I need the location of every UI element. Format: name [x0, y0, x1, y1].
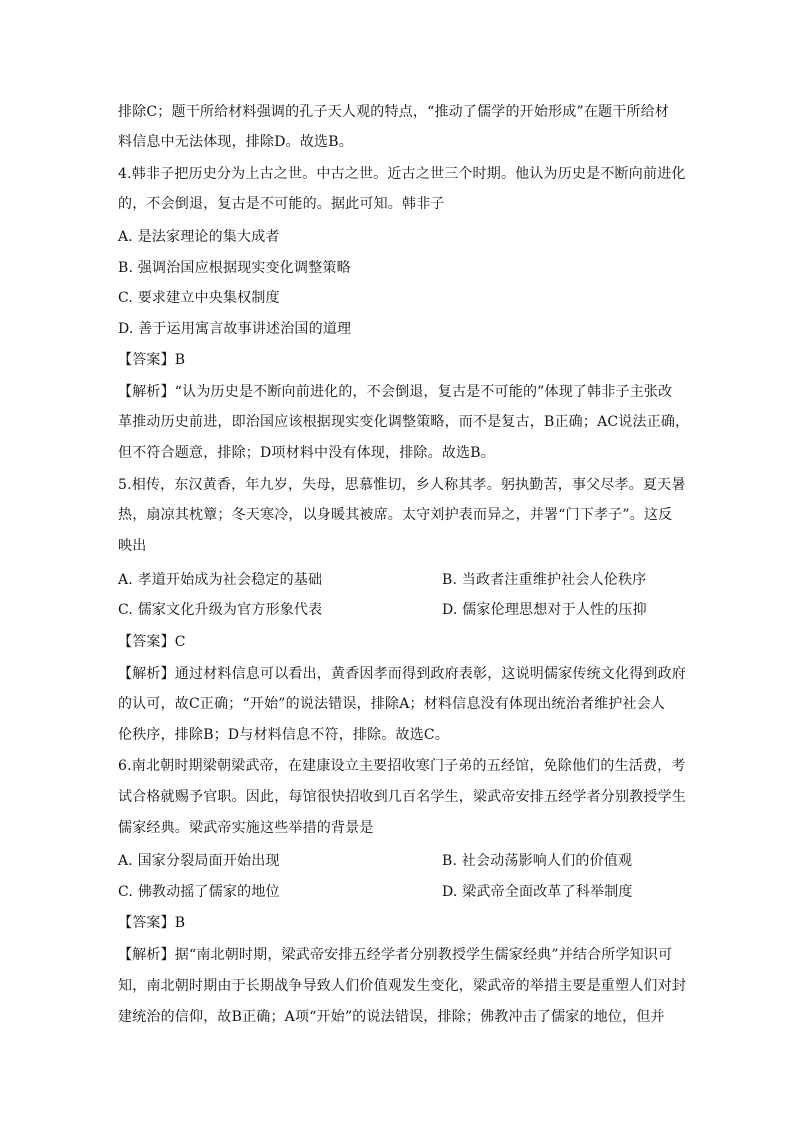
- analysis-text: 【解析】据“南北朝时期，梁武帝安排五经学者分别教授学生儒家经典”并结合所学知识可: [118, 947, 673, 963]
- option-d: D. 善于运用寓言故事讲述治国的道理: [118, 321, 352, 337]
- option-a: A. 是法家理论的集大成者: [118, 229, 280, 245]
- option-c: C. 佛教动摇了儒家的地位: [118, 884, 280, 900]
- option-a: A. 国家分裂局面开始出现: [118, 853, 280, 869]
- text-line: 建统治的信仰，故B正确；A项“开始”的说法错误，排除；佛教冲击了儒家的地位，但并: [118, 1009, 665, 1025]
- text-line: 儒家经典。梁武帝实施这些举措的背景是: [118, 820, 374, 836]
- option-b: B. 当政者注重维护社会人伦秩序: [442, 572, 647, 588]
- answer-label: 【答案】C: [118, 634, 186, 650]
- text-line: 料信息中无法体现，排除D。故选B。: [118, 134, 353, 150]
- text-line: 的，不会倒退，复古是不可能的。据此可知。韩非子: [118, 196, 445, 212]
- text-line: 的认可，故C正确；“开始”的说法错误，排除A；材料信息没有体现出统治者维护社会人: [118, 696, 666, 712]
- question-6-stem: 6.南北朝时期梁朝梁武帝，在建康设立主要招收寒门子弟的五经馆，免除他们的生活费，考: [118, 758, 686, 774]
- text-line: 但不符合题意，排除；D项材料中没有体现，排除。故选B。: [118, 445, 495, 461]
- option-a: A. 孝道开始成为社会稳定的基础: [118, 572, 323, 588]
- text-line: 排除C；题干所给材料强调的孔子天人观的特点，“推动了儒学的开始形成”在题干所给材: [118, 104, 670, 120]
- option-d: D. 梁武帝全面改革了科举制度: [442, 884, 633, 900]
- answer-label: 【答案】B: [118, 352, 186, 368]
- question-5-stem: 5.相传，东汉黄香，年九岁，失母，思慕惟切，乡人称其孝。躬执勤苦，事父尽孝。夏天暑: [118, 477, 686, 493]
- analysis-text: 【解析】“认为历史是不断向前进化的，不会倒退，复古是不可能的”体现了韩非子主张改: [118, 384, 673, 400]
- option-c: C. 儒家文化升级为官方形象代表: [118, 602, 323, 618]
- option-b: B. 强调治国应根据现实变化调整策略: [118, 260, 351, 276]
- text-line: 革推动历史前进，即治国应该根据现实变化调整策略，而不是复古，B正确；AC说法正确，: [118, 414, 690, 430]
- text-line: 伦秩序，排除B；D与材料信息不符，排除。故选C。: [118, 727, 450, 743]
- option-c: C. 要求建立中央集权制度: [118, 290, 280, 306]
- option-d: D. 儒家伦理思想对于人性的压抑: [442, 602, 647, 618]
- text-line: 试合格就赐予官职。因此，每馆很快招收到几百名学生，梁武帝安排五经学者分别教授学生: [118, 789, 686, 805]
- question-4-stem: 4.韩非子把历史分为上古之世。中古之世。近古之世三个时期。他认为历史是不断向前进化: [118, 166, 686, 182]
- analysis-text: 【解析】通过材料信息可以看出，黄香因孝而得到政府表彰，这说明儒家传统文化得到政府: [118, 666, 686, 682]
- text-line: 热，扇凉其枕簟；冬天寒冷，以身暖其被席。太守刘护表而异之，并署“门下孝子”。这反: [118, 507, 673, 523]
- answer-label: 【答案】B: [118, 915, 186, 931]
- text-line: 映出: [118, 538, 147, 554]
- text-line: 知，南北朝时期由于长期战争导致人们价值观发生变化，梁武帝的举措主要是重塑人们对封: [118, 978, 686, 994]
- option-b: B. 社会动荡影响人们的价值观: [442, 853, 633, 869]
